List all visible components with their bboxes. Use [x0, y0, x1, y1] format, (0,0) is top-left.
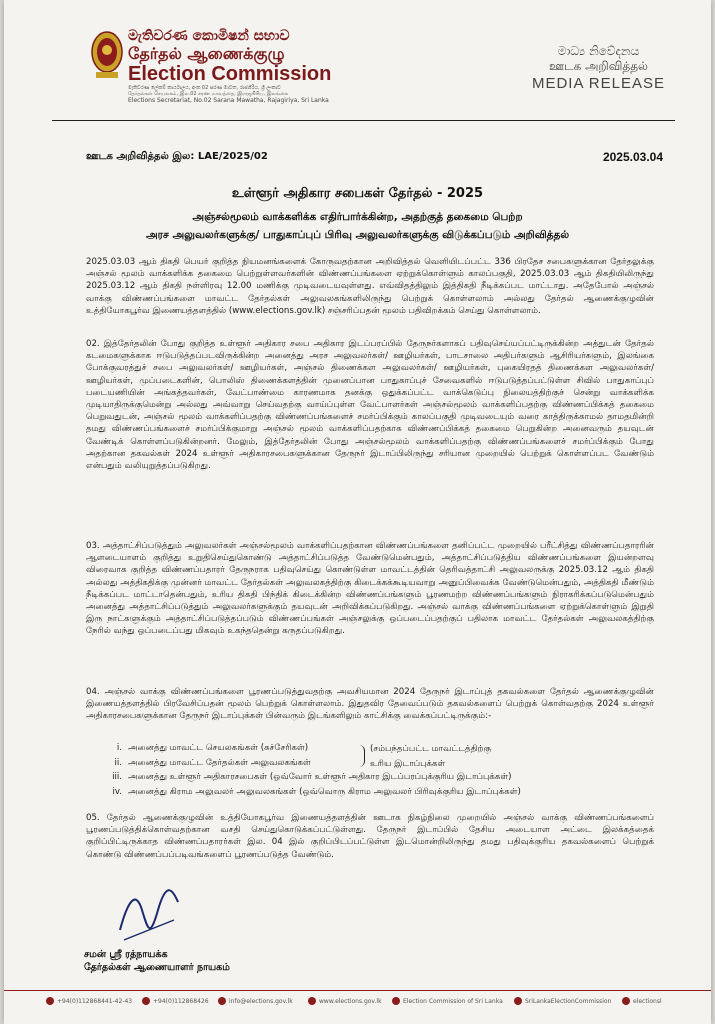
letterhead [4, 0, 711, 112]
address-tamil: தேர்தல்கள் செயலகம், இல.02 சரண மாவத்தை, இராஜகிரிய, இலங்கை [128, 91, 289, 97]
header-divider [52, 120, 675, 121]
footer-twitter: electionsl [622, 997, 662, 1005]
media-release-tamil: ஊடக அறிவித்தல் [548, 59, 648, 73]
contact-footer [4, 990, 711, 1024]
paragraph-5: 05. தேர்தல் ஆணைக்குழுவின் உத்தியோகபூர்வ இணையத்தளத்தின் ஊடாக நிகழ்நிலை முறையில் அஞ்சல் வாக்கு விண்ணப்பங்களைப் பூரணப்படுத்திக்கொள்வதற்கான வசதி செய்துகொடுக்கப்பட்டுள்ளது. தேருநர் இடாப்பில் தேசிய அடையாள அட்டை இலக்கத்தைக் குறிப்பிட்டிருக்காத விண்ணப்பதாரர்கள் இல. 04 இல் குறிப்பிடப்பட்டுள்ள இடமொன்றிலிருந்து தமது பதிவுக்குரிய தகவல்களைப் பெற்றுக் கொண்டு விண்ணப்பப்படிவங்களைப் பூரணப்படுத்த வேண்டும். [86, 813, 654, 860]
paragraph-3: 03. அத்தாட்சிப்படுத்தும் அலுவலர்கள் அஞ்சல்மூலம் வாக்களிப்பதற்கான விண்ணப்பங்களை தனிப்பட்ட முறையில் பரீட்சித்து விண்ணப்பதாரரின் ஆளடையாளம் குறித்து உறுதிசெய்துகொண்டு அத்தாட்சிப்படுத்த வேண்டுமென்பதும், அத்தாட்சிப்படுத்திய விண்ணப்பங்களை இயன்றளவு விரைவாக குறித்த விண்ணப்பதாரர் தேருநராக பதிவுசெய்து கொண்டுள்ள மாவட்டத்தின் தெரிவத்தாட்சி அலுவலருக்கு 2025.03.12 ஆம் திகதி அல்லது அத்திகதிக்கு முன்னர் மாவட்ட தேர்தல்கள் அலுவலகத்திற்கு கிடைக்கக்கூடியவாறு அனுப்பிவைக்க வேண்டுமென்பதும், அத்திகதி மீண்டும் நீடிக்கப்பட மாட்டாதென்பதும், உரிய திகதி பிந்திக் கிடைக்கின்ற விண்ணப்பங்களும் பூரணமற்ற விண்ணப்பங்களும் நிராகரிக்கப்படுமென்பதும் அனைத்து அத்தாட்சிப்படுத்தும் அலுவலர்களுக்கும் தயவுடன் அறிவிக்கப்படுகிறது. அஞ்சல் வாக்கு விண்ணப்பங்களை ஏற்றுக்கொள்ளும் இறுதி இரு நாட்களுக்கும் அத்தாட்சிப்படுத்தப்படும் விண்ணப்பங்கள் அஞ்சலுக்கு ஒப்படைப்பதற்குப் பதிலாக மாவட்ட தேர்தல்கள் அலுவலகத்திற்கு நேரில் வந்து ஒப்படைப்பது மிகவும் உகந்ததென்று கருதப்படுகிறது. [86, 541, 654, 637]
org-name-sinhala: මැතිවරණ කොමිෂන් සභාව [128, 28, 290, 44]
brace-note-line-1: (சம்பந்தப்பட்ட மாவட்டத்திற்கு [370, 744, 492, 754]
address-sinhala: මැතිවරණ ලේකම් කාර්යාලය, අංක 02 සරණ මාවත, රාජගිරිය, ශ්‍රී ලංකාව [128, 85, 281, 91]
footer-youtube: SriLankaElectionCommission [514, 997, 611, 1005]
paragraph-1: 2025.03.03 ஆம் திகதி பெயர் குறித்த நியமனங்களைக் கோருவதற்கான அறிவித்தல் வெளியிடப்பட்ட 336 பிரதேச சபைகளுக்கான தேர்தலுக்கு அஞ்சல் மூலம் வாக்களிக்க தகைமை பெற்றுள்ளவர்களின் விண்ணப்பங்களை ஏற்றுக்கொள்ளும் காலப்பகுதி, 2025.03.03 ஆம் திகதியிலிருந்து 2025.03.12 ஆம் திகதி நள்ளிரவு 12.00 மணிக்கு முடிவடையவுள்ளது. எவ்விதத்திலும் இத்திகதி நீடிக்கப்பட மாட்டாது. அதேபோல் அஞ்சல் வாக்கு விண்ணப்பங்களை மாவட்ட தேர்தல்கள் அலுவலகங்களிலிருந்து பெற்றுக் கொள்ளலாம் அல்லது தேர்தல் ஆணைக்குழுவின் உத்தியோகபூர்வ இணையத்தளத்தில் (www.elections.gov.lk) சஞ்சரிப்பதன் மூலம் பதிவிறக்கம் செய்து கொள்ளலாம். [86, 257, 654, 316]
brace-note [370, 742, 491, 771]
list-brace [356, 745, 365, 767]
handwritten-signature [114, 880, 184, 946]
youtube-icon [514, 997, 522, 1005]
fax-icon [142, 997, 150, 1005]
twitter-icon [622, 997, 630, 1005]
signatory-role: தேர்தல்கள் ஆணையாளர் நாயகம் [84, 962, 230, 973]
document-subtitle-line-1: அஞ்சல்மூலம் வாக்களிக்க எதிர்பார்க்கின்ற, அதற்குத் தகைமை பெற்ற [192, 211, 523, 223]
list-item: iv. அனைத்து கிராம அலுவலர் அலுவலகங்கள் (ஒவ்வொரு கிராம அலுவலர் பிரிவுக்குரிய இடாப்புக்கள்) [112, 786, 521, 797]
footer-facebook: Election Commission of Sri Lanka [392, 997, 503, 1005]
footer-phone-1: +94(0)112868441-42-43 [46, 997, 132, 1005]
footer-website: www.elections.gov.lk [308, 997, 382, 1005]
media-release-english: MEDIA RELEASE [531, 75, 665, 92]
reference-value: LAE/2025/02 [197, 151, 268, 162]
org-name-english: Election Commission [128, 63, 332, 85]
reference-number [86, 151, 268, 163]
list-item: ii. அனைத்து மாவட்ட தேர்தல்கள் அலுவலகங்கள் [114, 757, 311, 768]
signatory-name: சமன் ஸ்ரீ ரத்நாயக்க [84, 949, 168, 960]
organisation-name [128, 28, 331, 105]
brace-note-line-2: உரிய இடாப்புக்கள் [370, 758, 446, 769]
globe-icon [308, 997, 316, 1005]
list-item: iii. அனைத்து உள்ளூர் அதிகாரசபைகள் (ஒவ்வோர் உள்ளூர் அதிகார இடப்பரப்புக்குரிய இடாப்புக்கள்) [112, 772, 512, 782]
reference-label: ஊடக அறிவித்தல் இல: [86, 151, 198, 162]
media-release-label [532, 44, 665, 93]
phone-icon [46, 997, 54, 1005]
facebook-icon [392, 997, 400, 1005]
national-emblem-icon [90, 30, 124, 80]
address-english: Elections Secretariat, No.02 Sarana Mawatha, Rajagiriya, Sri Lanka [128, 97, 329, 104]
email-icon [218, 997, 226, 1005]
paragraph-2: 02. இத்தேர்தலின் போது குறித்த உள்ளூர் அதிகார சபை அதிகார இடப்பரப்பில் தேருநர்களாகப் பதிவுசெய்யப்பட்டிருக்கின்ற அத்துடன் தேர்தல் கடமைகளுக்காக ஈடுபடுத்தப்படவிருக்கின்ற அனைத்து அரச அலுவலர்கள்/ ஊழியர்கள், பாடசாலை அதிபர்களும் ஆசிரியர்களும், இலங்கை போக்குவரத்துச் சபை அலுவலர்கள்/ ஊழியர்கள், அஞ்சல் திணைக்கள அலுவலர்கள்/ ஊழியர்கள், புகையிரதத் திணைக்கள அலுவலர்கள்/ ஊழியர்கள், முப்படைகளின், பொலிஸ் திணைக்களத்தின் முனைப்பான பாதுகாப்புச் சேவைகளில் ஈடுபடுத்தப்பட்டுள்ள சிவில் பாதுகாப்புப் படையணியின் அங்கத்தவர்கள், வேட்பாண்மை காரணமாக தனக்கு ஒதுக்கப்பட்ட வாக்கெடுப்பு நிலையத்திற்குச் சென்று வாக்களிக்க முடியாதிருக்குமென்று அல்லது அவ்வாறு செய்வதற்கு வாய்ப்புள்ள வேட்பாளர்கள் அஞ்சல்மூலம் வாக்களிப்பதற்கு விண்ணப்பிக்கத் தகைமை பெறுவதுடன், அஞ்சல் மூலம் வாக்களிப்பதற்கு விண்ணப்பங்களைச் சமர்ப்பிக்கும் காலப்பகுதி முடிவடையும் வரை காத்திருக்காமல் தாமதமின்றி தமது விண்ணப்பங்களைச் சமர்ப்பிக்குமாறு அஞ்சல் மூலம் வாக்களிப்பதற்காக விண்ணப்பிக்கத் தகைமை பெறுகின்ற அனைவரும் தயவுடன் வேண்டிக் கொள்ளப்படுகின்றனர். மேலும், இத்தேர்தலின் போது அஞ்சல்மூலம் வாக்களிப்பதற்கு விண்ணப்பங்களைச் சமர்ப்பிக்கும் போது அதற்கான தகவல்கள் 2024 உள்ளூர் அதிகாரசபைகளுக்கான தேருநர் இடாப்பிலிருந்து சரியான முறையில் பெற்றுக் கொள்ளப்பட வேண்டும் என்பதும் வலியுறுத்தப்படுகிறது. [86, 339, 654, 472]
release-date: 2025.03.04 [602, 150, 663, 164]
org-name-tamil: தேர்தல் ஆணைக்குழு [128, 44, 285, 63]
footer-phone-2: +94(0)112868426 [142, 997, 209, 1005]
footer-email: info@elections.gov.lk [218, 997, 293, 1005]
document-subtitle-line-2: அரச அலுவலர்களுக்கு/ பாதுகாப்புப் பிரிவு அலுவலர்களுக்கு விடுக்கப்படும் அறிவித்தல் [145, 229, 570, 241]
list-item: i. அனைத்து மாவட்ட செயலகங்கள் (கச்சேரிகள்) [116, 743, 309, 753]
document-title: உள்ளூர் அதிகார சபைகள் தேர்தல் - 2025 [231, 186, 484, 201]
signatory [84, 948, 230, 974]
document-page [4, 0, 711, 1024]
paragraph-4: 04. அஞ்சல் வாக்கு விண்ணப்பங்களை பூரணப்படுத்துவதற்கு அவசியமான 2024 தேருநர் இடாப்புத் தகவல்களை தேர்தல் ஆணைக்குழுவின் இணையத்தளத்தில் பிரவேசிப்பதன் மூலம் பெற்றுக் கொள்ளலாம். இதுதவிர தேவைப்படும் தகவல்களைப் பெற்றுக் கொள்வதற்கு 2024 உள்ளூர் அதிகாரசபைகளுக்கான தேருநர் இடாப்புக்கள் பின்வரும் இடங்களிலும் காட்சிக்கு வைக்கப்பட்டிருக்கும்:- [86, 687, 654, 722]
media-release-sinhala: මාධ්‍ය නිවේදනය [557, 44, 640, 58]
